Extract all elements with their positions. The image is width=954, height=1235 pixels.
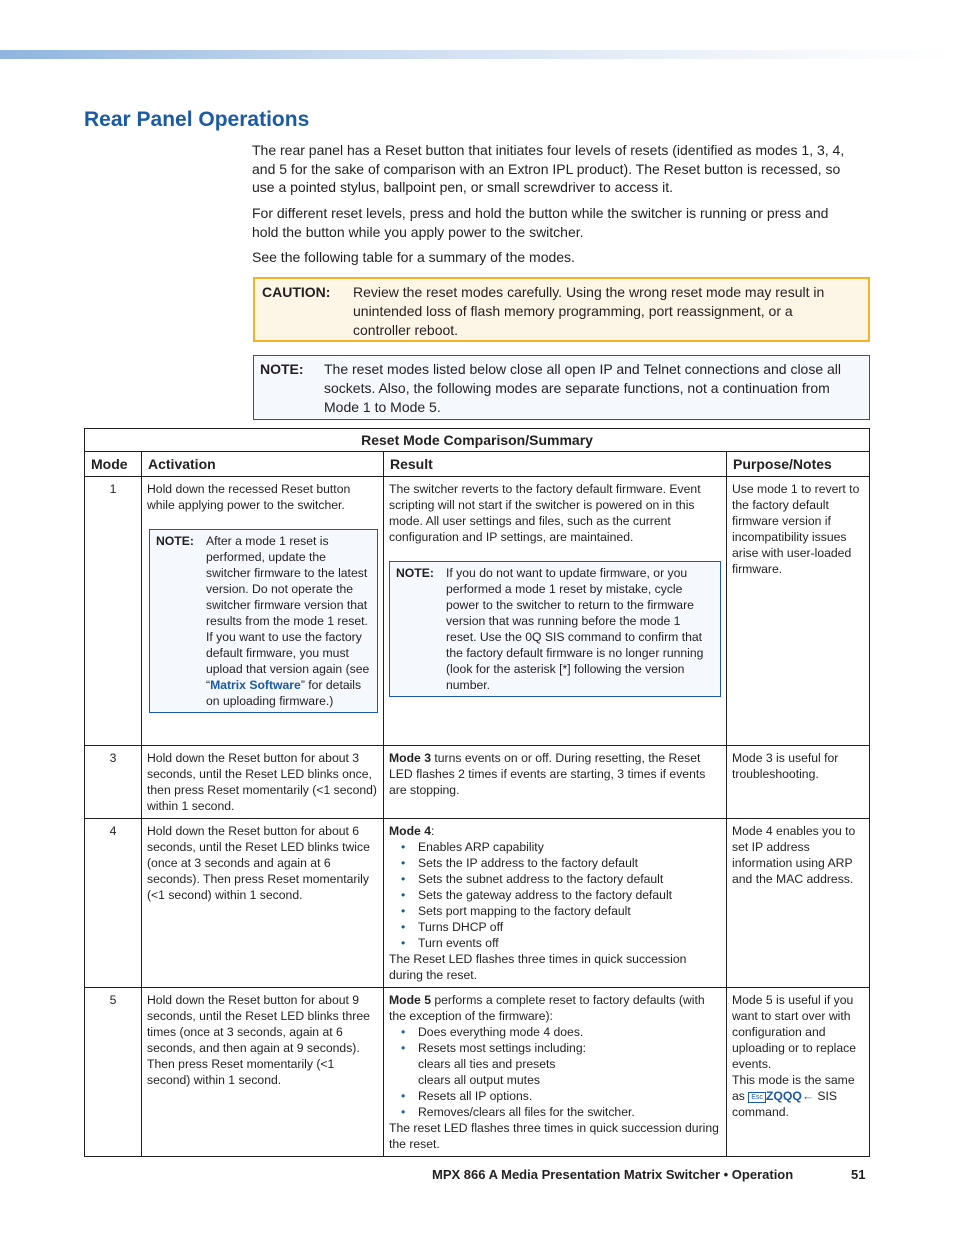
result-after-text: The Reset LED flashes three times in quick succession during the reset.	[389, 952, 687, 982]
list-item: • Sets the subnet address to the factory default	[418, 871, 721, 887]
note-box	[253, 355, 870, 420]
activation-cell: Hold down the Reset button for about 3 seconds, until the Reset LED blinks once, then press Reset momentarily (<1 second) within 1 second.	[142, 746, 384, 819]
result-note-text: If you do not want to update firmware, or you performed a mode 1 reset by mistake, cycle power to the switcher to return to the firmware version that was running before the mode 1 reset. Use the 0Q SIS command to confirm that the factory default firmware is no longer running (look for the asterisk [*] following the version number.	[446, 566, 704, 692]
table-row	[85, 746, 870, 819]
result-cell	[384, 746, 727, 819]
purpose-text-part: This mode is the same as	[732, 1073, 855, 1103]
table-title: Reset Mode Comparison/Summary	[85, 429, 870, 452]
list-item: • Sets port mapping to the factory default	[418, 903, 721, 919]
table-row	[85, 819, 870, 988]
result-note-label: NOTE:	[396, 566, 434, 580]
sis-command: ZQQQ	[765, 1089, 802, 1103]
result-cell	[384, 819, 727, 988]
esc-key-icon: Esc	[748, 1092, 766, 1103]
mode-cell: 1	[85, 477, 142, 746]
activation-note-text-a: After a mode 1 reset is performed, update the switcher firmware to the latest version. Do not operate the switcher firmware version that results from the mode 1 reset. If you want to use the factory default firmware, you must upload that version again (see “	[206, 534, 370, 692]
column-header-mode: Mode	[85, 452, 142, 477]
purpose-cell: Use mode 1 to revert to the factory default firmware version if incompatibility issues arise with user-loaded firmware.	[727, 477, 870, 746]
enter-arrow-icon: ←	[801, 1089, 815, 1103]
activation-cell	[142, 477, 384, 746]
list-item-line: clears all output mutes	[418, 1073, 540, 1087]
intro-paragraph-1: The rear panel has a Reset button that initiates four levels of resets (identified as modes 1, 3, 4, and 5 for the sake of comparison with an Extron IPL product). The Reset button is recessed, so use a pointed stylus, ballpoint pen, or small screwdriver to access it.	[252, 142, 845, 196]
activation-cell: Hold down the Reset button for about 9 seconds, until the Reset LED blinks three times (once at 3 seconds, again at 6 seconds, and then again at 9 seconds). Then press Reset momentarily (<1 second) within 1 second.	[142, 988, 384, 1157]
list-item: • Enables ARP capability	[418, 839, 721, 855]
result-note-box	[389, 561, 721, 697]
result-mode-label: Mode 4	[389, 824, 431, 838]
list-item	[418, 1040, 721, 1088]
table-row	[85, 988, 870, 1157]
mode4-bullet-list	[389, 839, 721, 951]
activation-note-text-b: ” for details on uploading firmware.)	[206, 678, 362, 708]
list-item: • Resets all IP options.	[418, 1088, 721, 1104]
page-number: 51	[851, 1167, 866, 1182]
result-after-text: The reset LED flashes three times in quick succession during the reset.	[389, 1121, 719, 1151]
purpose-text-2	[732, 1072, 864, 1120]
column-header-activation: Activation	[142, 452, 384, 477]
activation-note-box	[149, 529, 378, 713]
mode-cell: 5	[85, 988, 142, 1157]
result-text: performs a complete reset to factory defaults (with the exception of the firmware):	[389, 993, 705, 1023]
column-header-result: Result	[384, 452, 727, 477]
page-footer	[432, 1167, 866, 1182]
header-gradient-bar	[0, 50, 954, 59]
result-text: turns events on or off. During resetting, the Reset LED flashes 2 times if events are starting, 3 times if events are stopping.	[389, 751, 706, 797]
mode-cell: 3	[85, 746, 142, 819]
intro-paragraph-2: For different reset levels, press and hold the button while the switcher is running or press and hold the button while you apply power to the switcher.	[252, 205, 829, 240]
table-header-row	[85, 452, 870, 477]
result-cell	[384, 988, 727, 1157]
list-item: • Sets the IP address to the factory default	[418, 855, 721, 871]
caution-box	[253, 277, 870, 342]
mode5-bullet-list	[389, 1024, 721, 1120]
note-text: The reset modes listed below close all open IP and Telnet connections and close all sockets. Also, the following modes are separate functions, not a continuation from Mode 1 to Mode 5.	[324, 361, 842, 415]
result-mode-label: Mode 5	[389, 993, 431, 1007]
list-item: • Turns DHCP off	[418, 919, 721, 935]
result-mode-label: Mode 3	[389, 751, 431, 765]
note-label: NOTE:	[260, 361, 304, 377]
result-colon: :	[430, 824, 435, 838]
activation-text: Hold down the recessed Reset button while applying power to the switcher.	[147, 482, 351, 512]
caution-label: CAUTION:	[262, 284, 331, 300]
page-title: Rear Panel Operations	[84, 108, 310, 131]
list-item: • Removes/clears all files for the switcher.	[418, 1104, 721, 1120]
activation-cell: Hold down the Reset button for about 6 seconds, until the Reset LED blinks twice (once at 3 seconds and again at 6 seconds). Then press Reset momentarily (<1 second) within 1 second.	[142, 819, 384, 988]
caution-text: Review the reset modes carefully. Using the wrong reset mode may result in unintended loss of flash memory programming, port reassignment, or a controller reboot.	[353, 284, 825, 338]
purpose-cell: Mode 4 enables you to set IP address information using ARP and the MAC address.	[727, 819, 870, 988]
mode-cell: 4	[85, 819, 142, 988]
purpose-text: Mode 5 is useful if you want to start over with configuration and uploading or to replace events.	[732, 993, 856, 1071]
column-header-purpose: Purpose/Notes	[727, 452, 870, 477]
result-text: The switcher reverts to the factory default firmware. Event scripting will not start if the switcher is powered on in this mode. All user settings and files, such as the current configuration and IP settings, are maintained.	[389, 482, 701, 544]
reset-mode-table	[84, 428, 870, 1157]
purpose-text-part: SIS command.	[732, 1089, 838, 1119]
activation-note-label: NOTE:	[156, 534, 194, 548]
list-item: • Turn events off	[418, 935, 721, 951]
intro-paragraph-3: See the following table for a summary of the modes.	[252, 249, 575, 265]
purpose-cell: Mode 3 is useful for troubleshooting.	[727, 746, 870, 819]
list-item: • Sets the gateway address to the factory default	[418, 887, 721, 903]
list-item-line: clears all ties and presets	[418, 1057, 556, 1071]
footer-text: MPX 866 A Media Presentation Matrix Switcher • Operation	[432, 1167, 794, 1182]
list-item-line: • Resets most settings including:	[418, 1041, 586, 1055]
table-row	[85, 477, 870, 746]
purpose-cell	[727, 988, 870, 1157]
matrix-software-link[interactable]: Matrix Software	[210, 678, 301, 692]
list-item: • Does everything mode 4 does.	[418, 1024, 721, 1040]
result-cell	[384, 477, 727, 746]
